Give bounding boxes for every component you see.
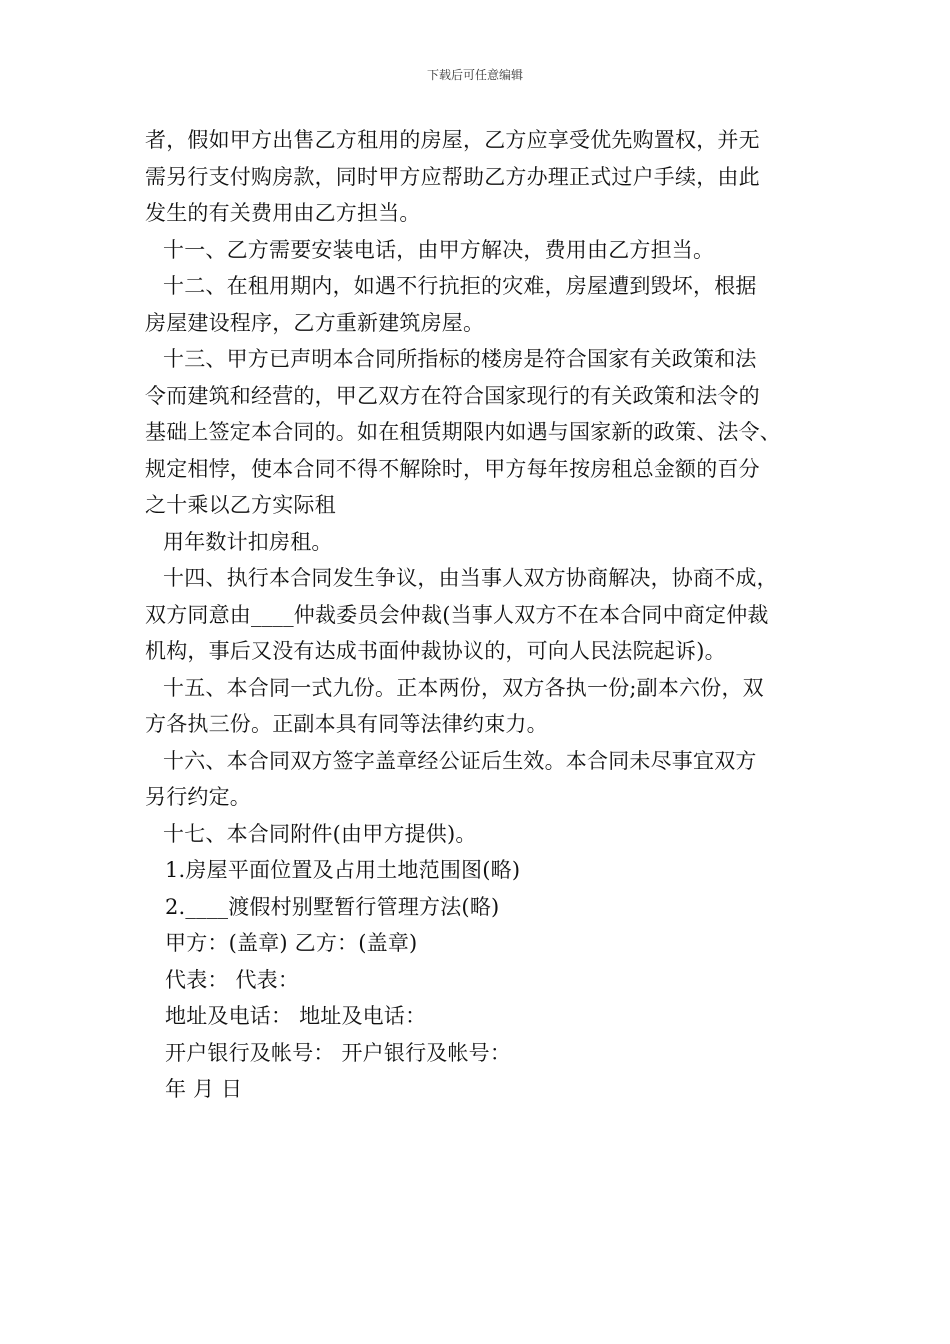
paragraph-line: 基础上签定本合同的。如在租赁期限内如遇与国家新的政策、法令、: [145, 420, 781, 444]
paragraph-line: 发生的有关费用由乙方担当。: [145, 201, 421, 225]
paragraph-line: 之十乘以乙方实际租: [145, 493, 336, 517]
paragraph-line: 另行约定。: [145, 785, 251, 809]
clause-14: 十四、执行本合同发生争议，由当事人双方协商解决，协商不成，: [163, 566, 778, 590]
paragraph-line: 用年数计扣房租。: [163, 529, 333, 554]
date-line: 年 月 日: [165, 1077, 243, 1101]
clause-17: 十七、本合同附件(由甲方提供)。: [163, 821, 477, 846]
bank-account-line: 开户银行及帐号： 开户银行及帐号：: [165, 1040, 512, 1065]
document-body: [145, 122, 815, 1108]
paragraph-line: 需另行支付购房款，同时甲方应帮助乙方办理正式过户手续，由此: [145, 164, 760, 189]
paragraph-line: 双方同意由____仲裁委员会仲裁(当事人双方不在本合同中商定仲裁: [145, 602, 769, 627]
address-phone-line: 地址及电话： 地址及电话：: [165, 1004, 427, 1028]
attachment-1: 1.房屋平面位置及占用土地范围图(略): [165, 858, 521, 882]
header-note: 下载后可任意编辑: [426, 68, 523, 82]
clause-12: 十二、在租用期内，如遇不行抗拒的灾难，房屋遭到毁坏，根据: [163, 274, 757, 298]
clause-15: 十五、本合同一式九份。正本两份，双方各执一份;副本六份，双: [163, 675, 764, 700]
paragraph-line: 令而建筑和经营的，甲乙双方在符合国家现行的有关政策和法令的: [145, 383, 760, 408]
signature-party-line: 甲方：(盖章) 乙方：(盖章): [165, 931, 418, 955]
clause-11: 十一、乙方需要安装电话，由甲方解决，费用由乙方担当。: [163, 237, 715, 262]
paragraph-line: 机构，事后又没有达成书面仲裁协议的，可向人民法院起诉)。: [145, 639, 726, 663]
clause-16: 十六、本合同双方签字盖章经公证后生效。本合同未尽事宜双方: [163, 748, 757, 773]
representative-line: 代表： 代表：: [165, 967, 300, 992]
paragraph-line: 者，假如甲方出售乙方租用的房屋，乙方应享受优先购置权，并无: [145, 128, 760, 152]
paragraph-line: 房屋建设程序，乙方重新建筑房屋。: [145, 310, 485, 335]
attachment-2: 2.____渡假村别墅暂行管理方法(略): [165, 894, 500, 919]
paragraph-line: 方各执三份。正副本具有同等法律约束力。: [145, 712, 548, 736]
paragraph-line: 规定相悖，使本合同不得不解除时，甲方每年按房租总金额的百分: [145, 456, 760, 481]
clause-13: 十三、甲方已声明本合同所指标的楼房是符合国家有关政策和法: [163, 347, 757, 371]
